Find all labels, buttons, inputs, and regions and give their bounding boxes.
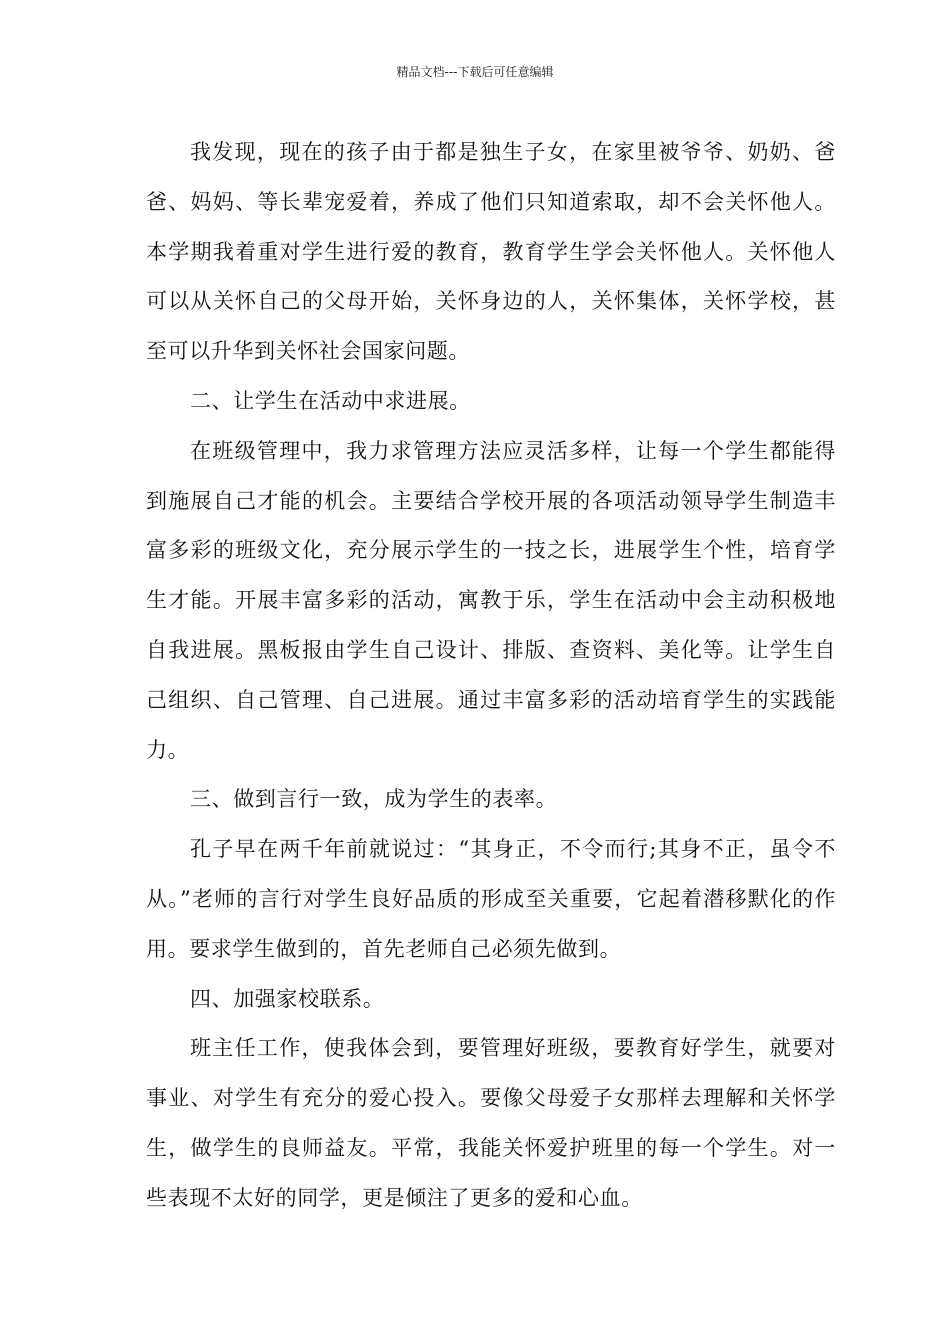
document-body <box>146 128 836 1224</box>
paragraph-teacher-love: 班主任工作，使我体会到，要管理好班级，要教育好学生，就要对事业、对学生有充分的爱心投入。要像父母爱子女那样去理解和关怀学生，做学生的良师益友。平常，我能关怀爱护班里的每一个学生。对一些表现不太好的同学，更是倾注了更多的爱和心血。 <box>146 1036 836 1210</box>
paragraph-class-management: 在班级管理中，我力求管理方法应灵活多样，让每一个学生都能得到施展自己才能的机会。主要结合学校开展的各项活动领导学生制造丰富多彩的班级文化，充分展示学生的一技之长，进展学生个性，培育学生才能。开展丰富多彩的活动，寓教于乐，学生在活动中会主动积极地自我进展。黑板报由学生自己设计、排版、查资料、美化等。让学生自己组织、自己管理、自己进展。通过丰富多彩的活动培育学生的实践能力。 <box>146 438 836 762</box>
section-heading-activities: 二、让学生在活动中求进展。 <box>190 388 471 413</box>
paragraph-care-for-others: 我发现，现在的孩子由于都是独生子女，在家里被爷爷、奶奶、爸爸、妈妈、等长辈宠爱着，养成了他们只知道索取，却不会关怀他人。本学期我着重对学生进行爱的教育，教育学生学会关怀他人。关怀他人可以从关怀自己的父母开始，关怀身边的人，关怀集体，关怀学校，甚至可以升华到关怀社会国家问题。 <box>146 140 836 364</box>
page-header: 精品文档---下载后可任意编辑 <box>396 65 554 79</box>
section-heading-home-school: 四、加强家校联系。 <box>190 986 385 1011</box>
paragraph-confucius-quote: 孔子早在两千年前就说过：“其身正，不令而行;其身不正，虽令不从。”老师的言行对学生良好品质的形成至关重要，它起着潜移默化的作用。要求学生做到的，首先老师自己必须先做到。 <box>146 837 836 961</box>
section-heading-role-model: 三、做到言行一致，成为学生的表率。 <box>190 787 558 812</box>
